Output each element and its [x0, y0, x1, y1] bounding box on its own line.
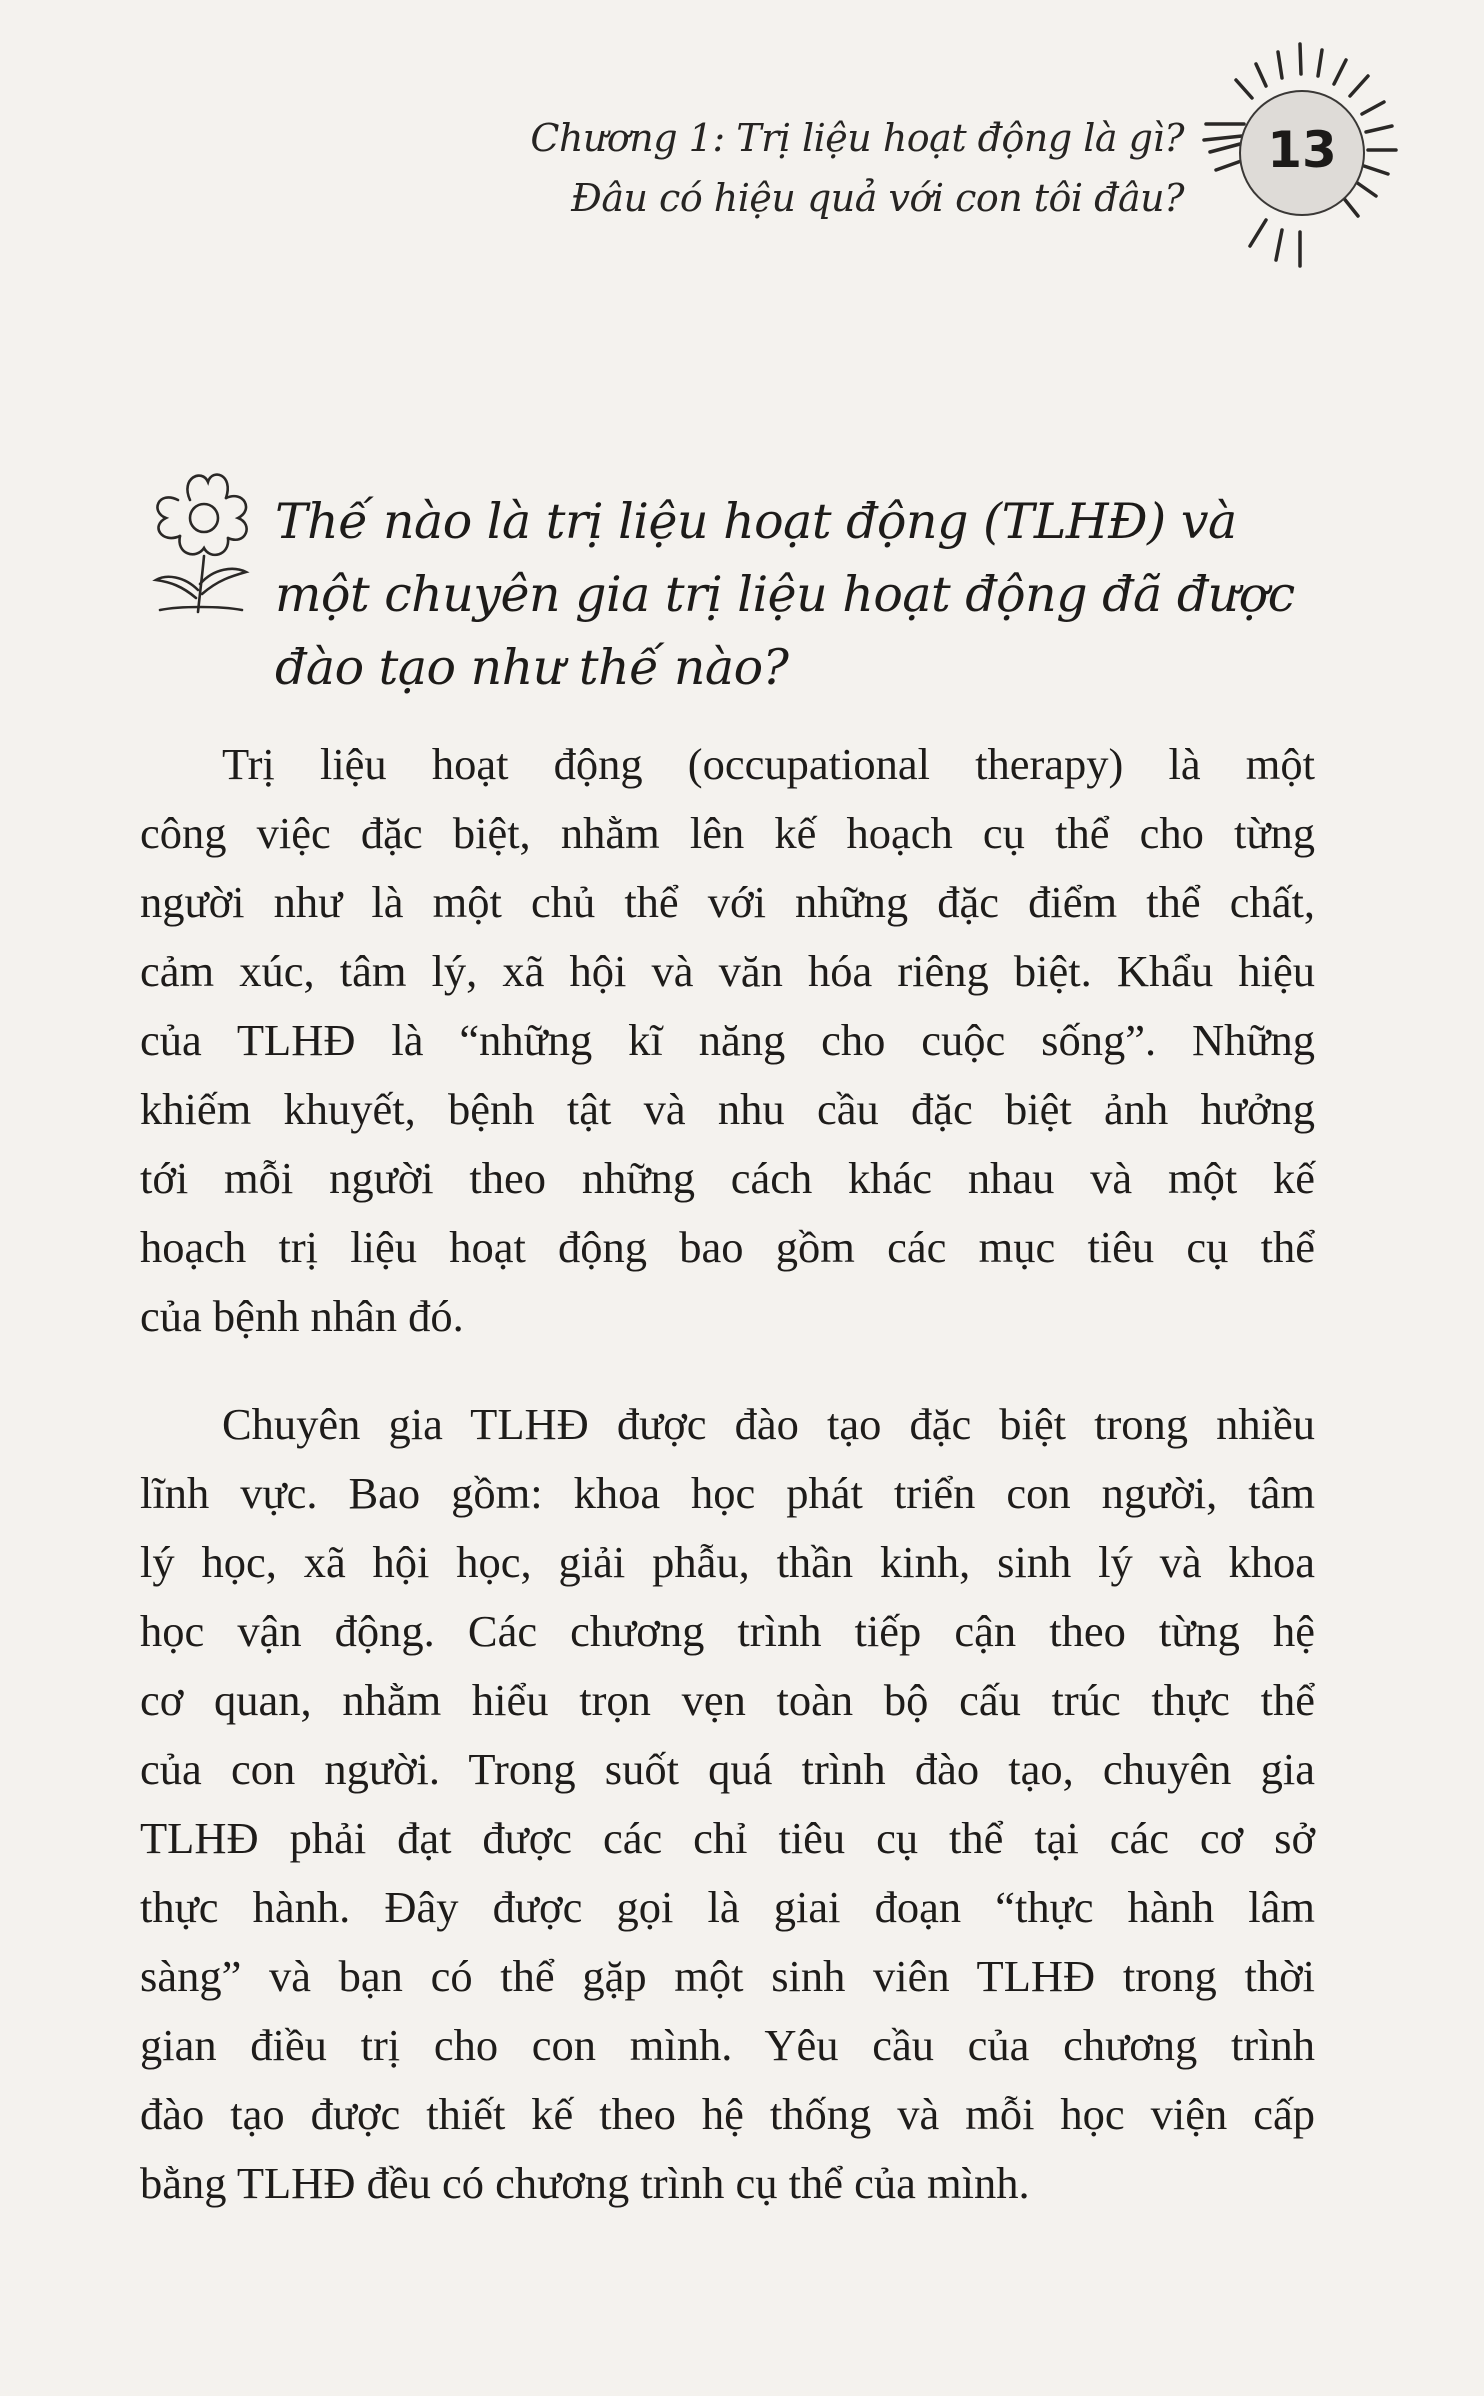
chapter-title-line-1: Chương 1: Trị liệu hoạt động là gì? — [530, 116, 1184, 160]
section-heading — [275, 485, 1355, 704]
paragraph-1 — [140, 730, 1315, 1351]
chapter-title — [484, 108, 1184, 228]
paragraph-line: bằng TLHĐ đều có chương trình cụ thể của mình. — [140, 2158, 1030, 2208]
section-heading-line-1: Thế nào là trị liệu hoạt động (TLHĐ) và — [275, 493, 1237, 550]
paragraph-line: của TLHĐ là “những kĩ năng cho cuộc sống”. Những — [140, 1015, 1315, 1065]
paragraph-line: đào tạo được thiết kế theo hệ thống và mỗi học viện cấp — [140, 2089, 1315, 2139]
paragraph-line: Chuyên gia TLHĐ được đào tạo đặc biệt trong nhiều — [222, 1399, 1315, 1449]
paragraph-line: hoạch trị liệu hoạt động bao gồm các mục tiêu cụ thể — [140, 1222, 1315, 1272]
paragraph-line: cơ quan, nhằm hiểu trọn vẹn toàn bộ cấu trúc thực thể — [140, 1675, 1315, 1725]
paragraph-line: TLHĐ phải đạt được các chỉ tiêu cụ thể tại các cơ sở — [140, 1813, 1315, 1863]
chapter-title-line-2: Đâu có hiệu quả với con tôi đâu? — [571, 176, 1184, 220]
paragraph-line: của con người. Trong suốt quá trình đào tạo, chuyên gia — [140, 1744, 1315, 1794]
paragraph-line: gian điều trị cho con mình. Yêu cầu của chương trình — [140, 2020, 1315, 2070]
paragraph-line: học vận động. Các chương trình tiếp cận theo từng hệ — [140, 1606, 1315, 1656]
paragraph-line: thực hành. Đây được gọi là giai đoạn “thực hành lâm — [140, 1882, 1315, 1932]
paragraph-line: của bệnh nhân đó. — [140, 1291, 464, 1341]
paragraph-line: công việc đặc biệt, nhằm lên kế hoạch cụ thể cho từng — [140, 808, 1315, 858]
paragraph-line: Trị liệu hoạt động (occupational therapy) là một — [222, 739, 1315, 789]
paragraph-line: cảm xúc, tâm lý, xã hội và văn hóa riêng biệt. Khẩu hiệu — [140, 946, 1315, 996]
paragraph-line: lý học, xã hội học, giải phẫu, thần kinh, sinh lý và khoa — [140, 1537, 1315, 1587]
flower-icon — [130, 460, 260, 620]
section-heading-line-3: đào tạo như thế nào? — [275, 639, 789, 696]
paragraph-2 — [140, 1390, 1315, 2218]
page-number: 13 — [1267, 121, 1337, 179]
paragraph-line: tới mỗi người theo những cách khác nhau và một kế — [140, 1153, 1315, 1203]
paragraph-line: người như là một chủ thể với những đặc điểm thể chất, — [140, 877, 1315, 927]
paragraph-line: sàng” và bạn có thể gặp một sinh viên TLHĐ trong thời — [140, 1951, 1315, 2001]
section-heading-line-2: một chuyên gia trị liệu hoạt động đã được — [275, 566, 1295, 623]
paragraph-line: khiếm khuyết, bệnh tật và nhu cầu đặc biệt ảnh hưởng — [140, 1084, 1315, 1134]
paragraph-line: lĩnh vực. Bao gồm: khoa học phát triển con người, tâm — [140, 1468, 1315, 1518]
running-header — [0, 0, 1484, 270]
